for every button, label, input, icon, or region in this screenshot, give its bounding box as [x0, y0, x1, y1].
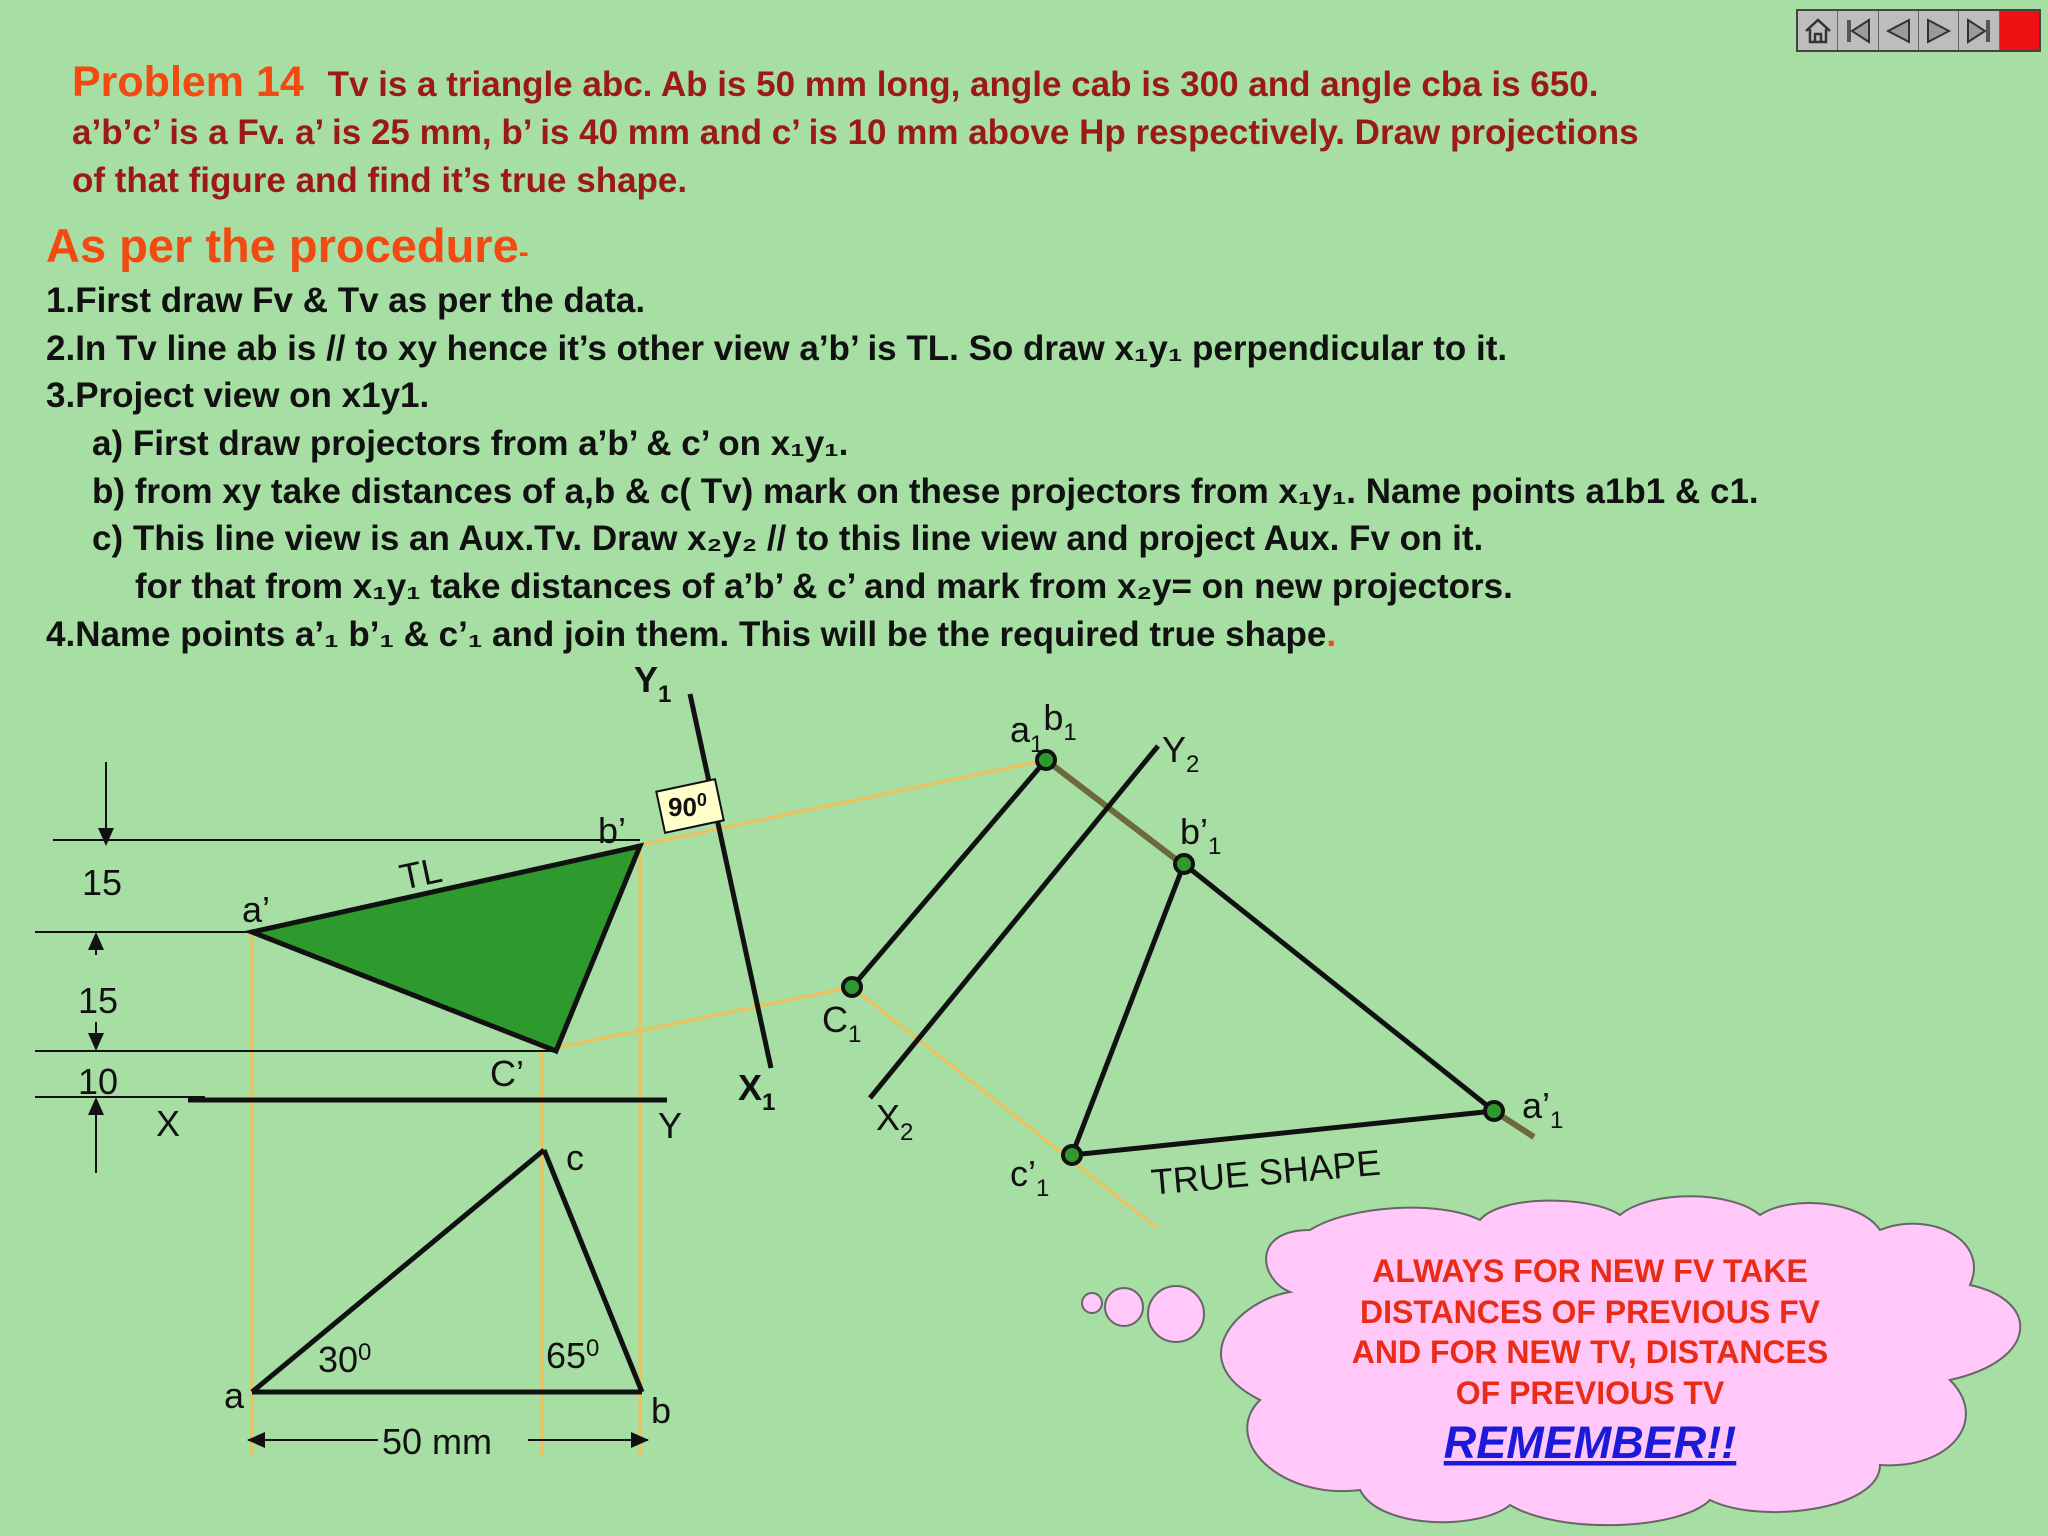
- angle-90-label: $90^0$: [668, 790, 707, 822]
- label-c1-prime: $c’_1$: [1010, 1153, 1050, 1202]
- label-true-shape: TRUE SHAPE: [1149, 1141, 1383, 1203]
- label-c: c: [566, 1137, 584, 1178]
- label-b1-prime: $b’_1$: [1180, 811, 1222, 860]
- point-b1-prime: [1175, 855, 1193, 873]
- reminder-line-2: DISTANCES OF PREVIOUS FV: [1360, 1294, 1820, 1330]
- step-3c: c) This line view is an Aux.Tv. Draw x₂y₂ // to this line view and project Aux. Fv on it.: [92, 519, 1484, 558]
- label-y: Y: [658, 1105, 683, 1146]
- reminder-line-4: OF PREVIOUS TV: [1455, 1375, 1725, 1411]
- label-angle-30: $30^0$: [318, 1339, 372, 1380]
- label-length: 50 mm: [382, 1421, 493, 1462]
- point-c1-prime: [1063, 1146, 1081, 1164]
- label-c1: $C_1$: [822, 999, 862, 1048]
- step-3b: b) from xy take distances of a,b & c( Tv) mark on these projectors from x₁y₁. Name points a1b1 & c1.: [92, 472, 1759, 511]
- reminder-cloud: [1082, 1196, 2020, 1525]
- problem-label: Problem 14: [72, 58, 304, 106]
- label-tl: TL: [395, 848, 446, 898]
- problem-line-1: Tv is a triangle abc. Ab is 50 mm long, angle cab is 300 and angle cba is 650.: [327, 65, 1599, 104]
- step-4-end-mark: .: [1326, 615, 1337, 654]
- label-x: X: [156, 1103, 181, 1144]
- step-3a: a) First draw projectors from a’b’ & c’ on x₁y₁.: [92, 424, 849, 463]
- projector-lines: [252, 760, 1157, 1455]
- label-b: b: [651, 1390, 672, 1431]
- step-4-text: 4.Name points a’₁ b’₁ & c’₁ and join them. This will be the required true shape: [46, 615, 1327, 654]
- step-3: 3.Project view on x1y1.: [46, 376, 430, 415]
- label-x2: $X_2$: [876, 1097, 914, 1146]
- label-y1: $Y_1$: [634, 659, 672, 708]
- label-a-prime: a’: [242, 889, 271, 930]
- right-angle-marker: [656, 779, 723, 833]
- step-2: 2.In Tv line ab is // to xy hence it’s other view a’b’ is TL. So draw x₁y₁ perpendicular to it.: [46, 329, 1508, 368]
- dim-15-mid: 15: [78, 980, 119, 1021]
- label-y2: $Y_2$: [1162, 729, 1200, 778]
- point-c1: [843, 978, 861, 996]
- label-b-prime: b’: [598, 810, 627, 851]
- procedure-heading-text: As per the procedure: [46, 219, 519, 272]
- label-a: a: [224, 1375, 245, 1416]
- front-view-triangle: [252, 846, 640, 1051]
- dim-15-top: 15: [82, 862, 123, 903]
- reminder-line-3: AND FOR NEW TV, DISTANCES: [1351, 1334, 1829, 1370]
- label-x1: $X_1$: [738, 1067, 776, 1116]
- point-a1-prime: [1485, 1102, 1503, 1120]
- problem-line-3: of that figure and find it’s true shape.: [72, 161, 688, 200]
- label-c-prime: C’: [490, 1053, 524, 1094]
- label-a1-prime: $a’_1$: [1522, 1085, 1564, 1134]
- label-a1b1: $a_1b_1$: [1010, 697, 1077, 758]
- problem-line-2: a’b’c’ is a Fv. a’ is 25 mm, b’ is 40 mm and c’ is 10 mm above Hp respectively. Draw projections: [72, 113, 1639, 152]
- procedure-heading-suffix: -: [518, 236, 529, 269]
- dim-10: 10: [78, 1061, 119, 1102]
- true-shape-triangle: [1072, 864, 1494, 1155]
- label-angle-65: $65^0$: [546, 1335, 600, 1376]
- reminder-remember: REMEMBER!!: [1443, 1417, 1737, 1468]
- step-1: 1.First draw Fv & Tv as per the data.: [46, 281, 646, 320]
- reminder-line-1: ALWAYS FOR NEW FV TAKE: [1372, 1253, 1808, 1289]
- step-3c-continued: for that from x₁y₁ take distances of a’b’ & c’ and mark from x₂y= on new projectors.: [135, 567, 1513, 606]
- point-markers: [843, 751, 1503, 1164]
